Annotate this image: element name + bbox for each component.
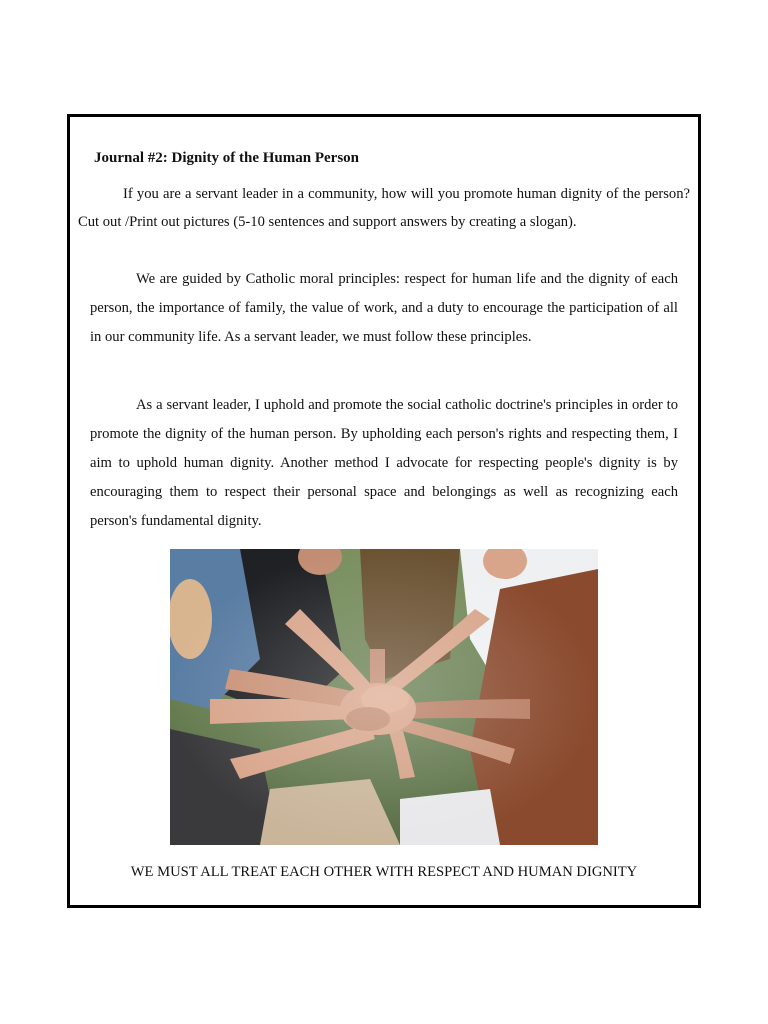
- answer-paragraph-1: We are guided by Catholic moral principles: respect for human life and the dignity of each person, the importance of family, the value of work, and a duty to encourage the participation of all in our community life. As a servant leader, we must follow these principles.: [90, 271, 678, 345]
- group-hands-stacked-photo: [170, 549, 598, 845]
- slogan-text: WE MUST ALL TREAT EACH OTHER WITH RESPECT AND HUMAN DIGNITY: [130, 864, 638, 880]
- answer-paragraph-2: As a servant leader, I uphold and promote the social catholic doctrine's principles in order to promote the dignity of the human person. By upholding each person's rights and respecting them, I aim to uphold human dignity. Another method I advocate for respecting people's dignity is by encouraging them to respect their personal space and belongings as well as recognizing each person's fundamental dignity.: [90, 397, 678, 529]
- journal-title: Journal #2: Dignity of the Human Person: [94, 150, 360, 166]
- journal-prompt: If you are a servant leader in a community, how will you promote human dignity of the person? Cut out /Print out pictures (5-10 sentences and support answers by creating a slogan).: [78, 186, 690, 230]
